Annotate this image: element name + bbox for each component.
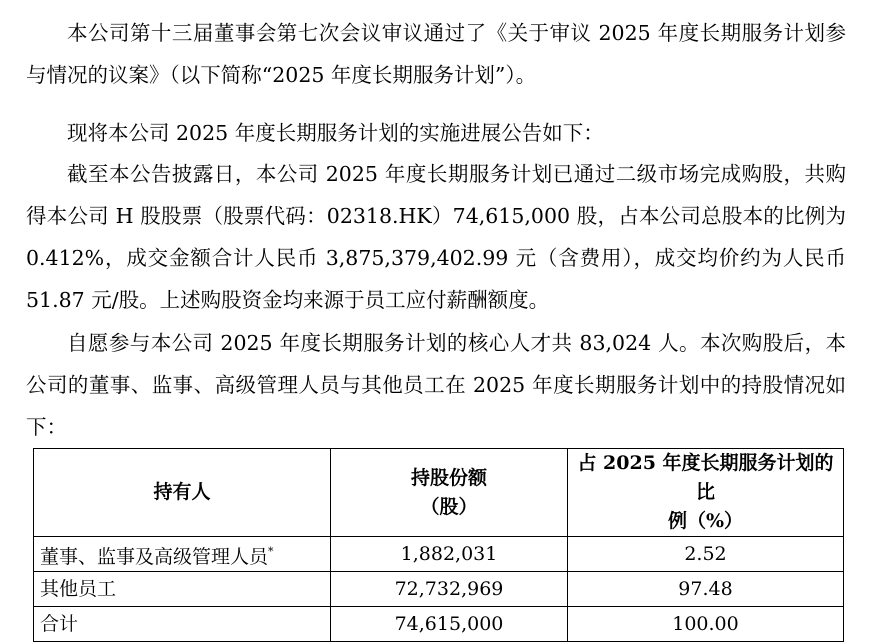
cell-ratio: 97.48 xyxy=(568,572,844,607)
cell-holder: 合计 xyxy=(34,607,331,642)
header-shares-line2: （股） xyxy=(420,495,478,518)
header-shares-line1: 持股份额 xyxy=(410,466,487,489)
header-shares xyxy=(331,449,568,537)
paragraph-participants: 自愿参与本公司 2025 年度长期服务计划的核心人才共 83,024 人。本次购股后，本公司的董事、监事、高级管理人员与其他员工在 2025 年度长期服务计划中的持股情况如下： xyxy=(26,331,846,439)
cell-shares: 74,615,000 xyxy=(331,607,568,642)
cell-holder xyxy=(34,537,331,572)
holder-label: 董事、监事及高级管理人员 xyxy=(40,545,269,568)
cell-shares: 72,732,969 xyxy=(331,572,568,607)
header-ratio-line1: 占 2025 年度长期服务计划的比 xyxy=(577,452,834,503)
paragraph-intro: 现将本公司 2025 年度长期服务计划的实施进展公告如下： xyxy=(67,121,604,145)
paragraph-approval: 本公司第十三届董事会第七次会议审议通过了《关于审议 2025 年度长期服务计划参与情况的议案》（以下简称“2025 年度长期服务计划”）。 xyxy=(26,21,846,87)
holdings-table xyxy=(33,448,844,642)
table-row xyxy=(34,572,844,607)
table-header-row xyxy=(34,449,844,537)
cell-holder: 其他员工 xyxy=(34,572,331,607)
table-row xyxy=(34,537,844,572)
header-holder: 持有人 xyxy=(34,449,331,537)
cell-ratio: 100.00 xyxy=(568,607,844,642)
cell-shares: 1,882,031 xyxy=(331,537,568,572)
paragraph-purchase-details: 截至本公告披露日，本公司 2025 年度长期服务计划已通过二级市场完成购股，共购得本公司 H 股股票（股票代码：02318.HK）74,615,000 股，占本公司总股本的比例为 0.412%，成交金额合计人民币 3,875,379,402.99 元（含费用），成交均价约为人民币 51.87 元/股。上述购股资金均来源于员工应付薪酬额度。 xyxy=(26,162,846,312)
cell-ratio: 2.52 xyxy=(568,537,844,572)
header-ratio-line2: 例（%） xyxy=(667,510,744,532)
header-ratio xyxy=(568,449,844,537)
footnote-mark: * xyxy=(268,544,274,558)
table-row-total xyxy=(34,607,844,642)
